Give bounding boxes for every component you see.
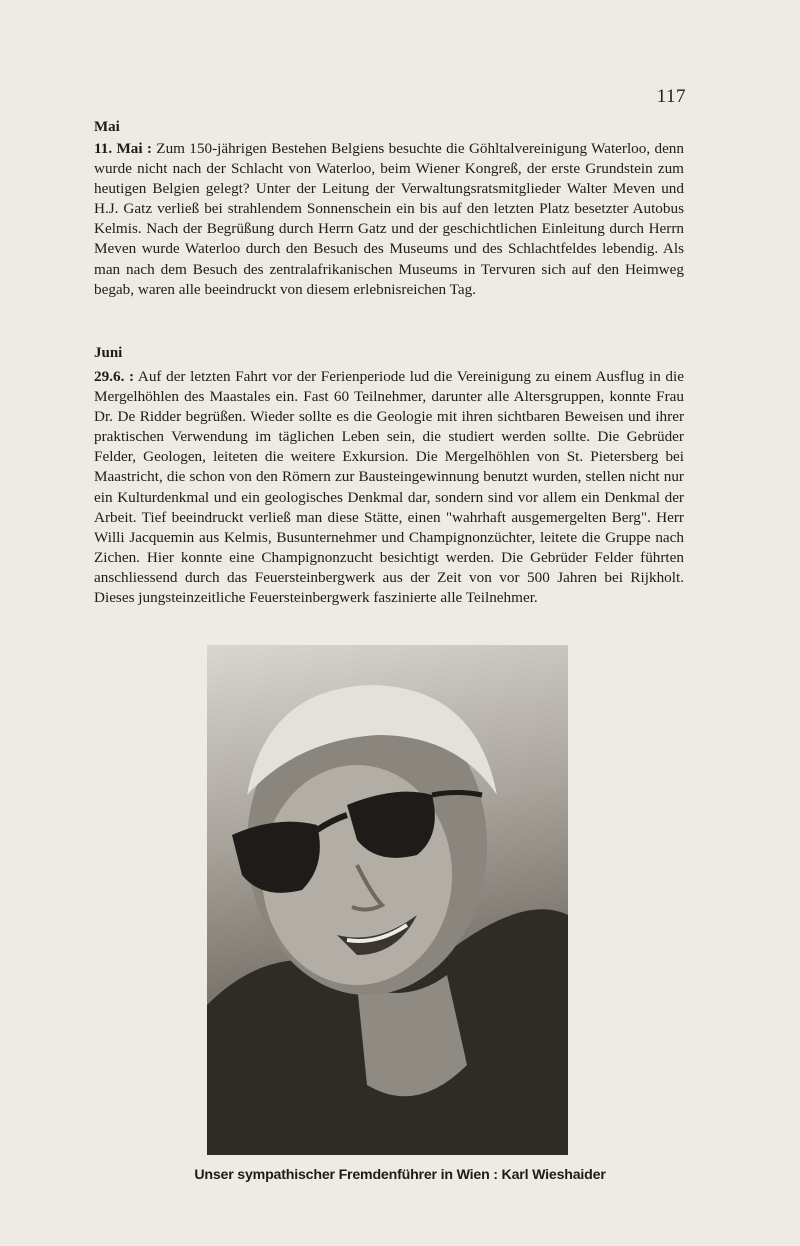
paragraph-juni-text: Auf der letzten Fahrt vor der Ferienperiode lud die Vereinigung zu einem Ausflug in die Mergelhöhlen des Maastales ein. Fast 60 Teilnehmer, darunter alle Altersgruppen, konnte Frau Dr. De Ridder begrüßen. Wieder sollte es die Geologie mit ihren sichtbaren Beweisen und ihrer praktischen Verwendung im täglichen Leben sein, die studiert werden sollte. Die Gebrüder Felder, Geologen, leiteten die weitere Exkursion. Die Mergelhöhlen von St. Pietersberg bei Maastricht, die schon von den Römern zur Bausteingewinnung benutzt wurden, stellen nicht nur ein Kulturdenkmal und ein geologisches Denkmal dar, sondern sind vor allem ein Denkmal der Arbeit. Tief beeindruckt verließ man diese Stätte, einen "wahrhaft ausgemergelten Berg". Herr Willi Jacquemin aus Kelmis, Busunternehmer und Champignonzüchter, leitete die Gruppe nach Zichen. Hier konnte eine Champignonzucht besichtigt werden. Die Gebrüder Felder führten anschliessend durch das Feuersteinbergwerk aus der Zeit von vor 500 Jahren bei Rijkholt. Dieses jungsteinzeitliche Feuersteinbergwerk faszinierte alle Teilnehmer. [94, 368, 684, 607]
page-number: 117 [656, 86, 686, 107]
photo-caption: Unser sympathischer Fremdenführer in Wien : Karl Wieshaider [194, 1167, 606, 1183]
date-lead-juni: 29.6. : [94, 368, 135, 385]
date-lead-mai: 11. Mai : [94, 140, 152, 157]
section-heading-juni: Juni [94, 345, 123, 361]
paragraph-juni [94, 367, 684, 608]
paragraph-mai [94, 139, 684, 300]
section-heading-mai: Mai [94, 119, 120, 135]
portrait-illustration [207, 645, 568, 1155]
portrait-photo [207, 645, 568, 1155]
paragraph-mai-text: Zum 150-jährigen Bestehen Belgiens besuchte die Göhltalvereinigung Waterloo, denn wurde nicht nach der Schlacht von Waterloo, beim Wiener Kongreß, der erste Grundstein zum heutigen Belgien gelegt? Unter der Leitung der Verwaltungsratsmitglieder Walter Meven und H.J. Gatz verließ bei strahlendem Sonnenschein ein bis auf den letzten Platz besetzter Autobus Kelmis. Nach der Begrüßung durch Herrn Gatz und der geschichtlichen Einleitung durch Herrn Meven wurde Waterloo durch den Besuch des Museums und des Schlachtfeldes lebendig. Als man nach dem Besuch des zentralafrikanischen Museums in Tervuren sich auf den Heimweg begab, waren alle beeindruckt von diesem erlebnisreichen Tag. [94, 140, 684, 298]
